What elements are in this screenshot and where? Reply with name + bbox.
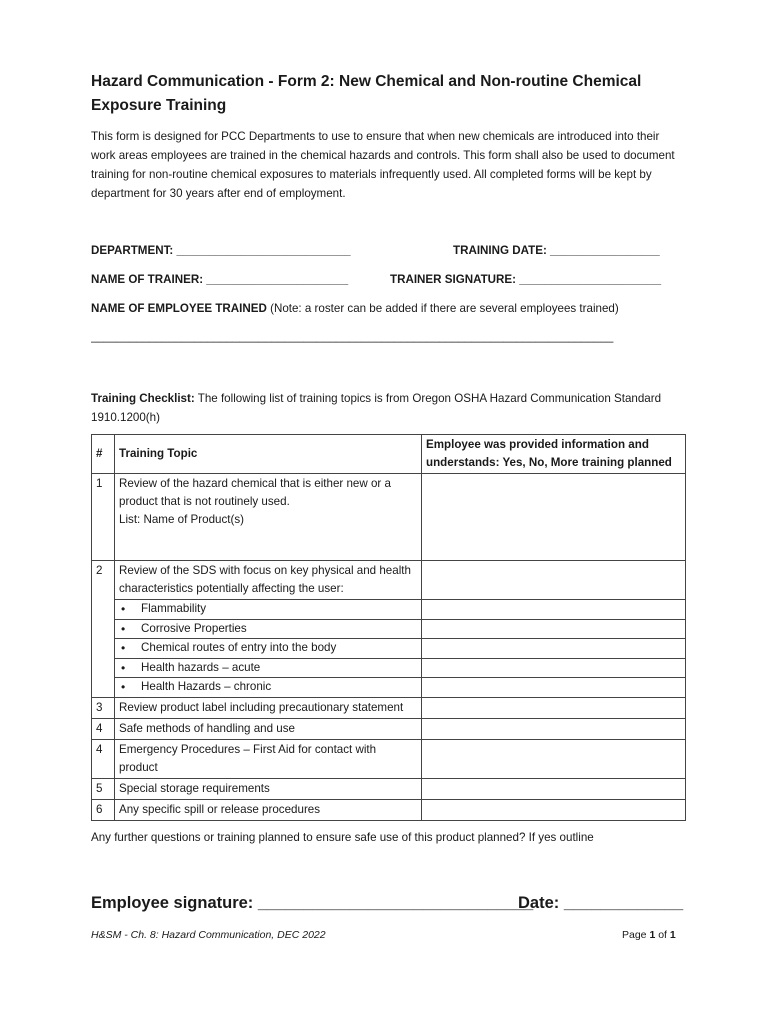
row-topic: Special storage requirements: [115, 778, 422, 799]
date-field[interactable]: Date: _____________: [518, 894, 684, 912]
response-cell[interactable]: [422, 778, 686, 799]
bullet-cell: [115, 658, 422, 678]
bullet-row: [92, 619, 686, 639]
bullet-row: [92, 639, 686, 659]
training-checklist-intro: [91, 389, 671, 427]
trainer-name-field[interactable]: NAME OF TRAINER: ______________________: [91, 273, 349, 286]
page-total: 1: [669, 929, 676, 941]
table-header-row: [92, 435, 686, 474]
response-cell[interactable]: [422, 718, 686, 739]
of-word: of: [655, 929, 670, 941]
row-topic: Emergency Procedures – First Aid for contact with product: [115, 739, 422, 778]
training-date-field[interactable]: TRAINING DATE: _________________: [453, 244, 660, 257]
row-topic: Review product label including precautionary statement: [115, 697, 422, 718]
response-cell[interactable]: [422, 561, 686, 600]
header-num: #: [92, 435, 115, 474]
employee-trained-note: (Note: a roster can be added if there are several employees trained): [266, 302, 619, 315]
trainer-signature-field[interactable]: TRAINER SIGNATURE: ______________________: [390, 273, 662, 286]
checklist-label: Training Checklist:: [91, 392, 195, 405]
row-num: 4: [92, 739, 115, 778]
employee-signature-field[interactable]: Employee signature: ______________________________: [91, 894, 534, 912]
response-cell[interactable]: [422, 658, 686, 678]
employee-trained-row: [91, 302, 619, 315]
bullet-row: [92, 678, 686, 698]
bullet-cell: [115, 600, 422, 620]
training-topics-table: [91, 434, 686, 821]
employee-trained-label: NAME OF EMPLOYEE TRAINED: [91, 302, 267, 315]
header-response: Employee was provided information and understands: Yes, No, More training planned: [422, 435, 686, 474]
bullet-cell: [115, 619, 422, 639]
page-current: 1: [649, 929, 656, 941]
table-row: [92, 561, 686, 600]
bullet-row: [92, 658, 686, 678]
response-cell[interactable]: [422, 739, 686, 778]
footer-page-number: [622, 929, 676, 941]
response-cell[interactable]: [422, 600, 686, 620]
row-num: 4: [92, 718, 115, 739]
employee-name-line[interactable]: _________________________________________________________________________________: [91, 330, 614, 343]
bullet-cell: [115, 639, 422, 659]
form-intro: This form is designed for PCC Departments to use to ensure that when new chemicals are introduced into their work areas employees are trained in the chemical hazards and controls. This form shall also be used to document training for non-routine chemical exposures to materials infrequently used. All completed forms will be kept by department for 30 years after end of employment.: [91, 130, 675, 200]
bullet-item: • Chemical routes of entry into the body: [141, 639, 417, 658]
response-cell[interactable]: [422, 799, 686, 820]
checklist-text: The following list of training topics is from Oregon OSHA Hazard Communication Standard 1910.1200(h): [91, 392, 662, 424]
bullet-item: • Health Hazards – chronic: [141, 678, 417, 697]
row-num: 1: [92, 474, 115, 561]
further-questions-text: Any further questions or training planned to ensure safe use of this product planned? If yes outline: [91, 831, 594, 844]
response-cell[interactable]: [422, 619, 686, 639]
table-row: [92, 799, 686, 820]
table-row: [92, 697, 686, 718]
response-cell[interactable]: [422, 697, 686, 718]
footer-document-ref: H&SM - Ch. 8: Hazard Communication, DEC 2022: [91, 929, 326, 941]
bullet-item: • Flammability: [141, 600, 417, 619]
department-field[interactable]: DEPARTMENT: ___________________________: [91, 244, 351, 257]
row-num: 6: [92, 799, 115, 820]
row-topic-sub: List: Name of Product(s): [119, 513, 244, 526]
table-row: [92, 778, 686, 799]
page-word: Page: [622, 929, 650, 941]
form-title: Hazard Communication - Form 2: New Chemical and Non-routine Chemical Exposure Training: [91, 73, 642, 114]
bullet-item: • Health hazards – acute: [141, 659, 417, 678]
row-num: 5: [92, 778, 115, 799]
header-topic: Training Topic: [115, 435, 422, 474]
response-cell[interactable]: [422, 639, 686, 659]
table-row: [92, 474, 686, 561]
row-topic: Safe methods of handling and use: [115, 718, 422, 739]
response-cell[interactable]: [422, 678, 686, 698]
table-row: [92, 739, 686, 778]
response-cell[interactable]: [422, 474, 686, 561]
row-topic: [115, 474, 422, 561]
bullet-cell: [115, 678, 422, 698]
row-num: 2: [92, 561, 115, 698]
row-num: 3: [92, 697, 115, 718]
row-topic: Any specific spill or release procedures: [115, 799, 422, 820]
row-topic-text: Review of the hazard chemical that is either new or a product that is not routinely used.: [119, 477, 391, 508]
bullet-item: • Corrosive Properties: [141, 620, 417, 639]
table-row: [92, 718, 686, 739]
bullet-row: [92, 600, 686, 620]
row-topic: Review of the SDS with focus on key physical and health characteristics potentially affecting the user:: [115, 561, 422, 600]
